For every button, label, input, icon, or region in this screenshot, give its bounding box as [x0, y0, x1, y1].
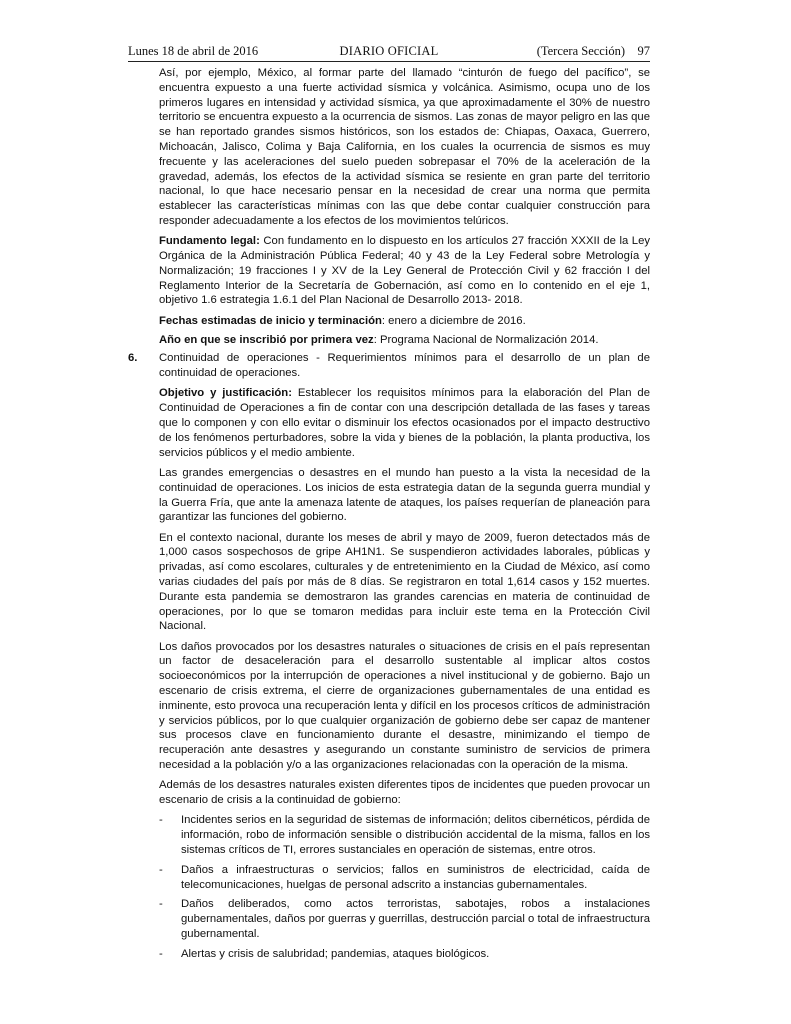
first-year-text: : Programa Nacional de Normalización 2014.	[373, 333, 599, 346]
page-header	[128, 43, 650, 59]
header-section-page	[537, 43, 650, 59]
bullet-dash: -	[159, 947, 163, 960]
objective-label: Objetivo y justificación:	[159, 387, 292, 400]
header-date: Lunes 18 de abril de 2016	[128, 44, 259, 58]
list-item	[128, 813, 650, 857]
paragraph-objective	[128, 386, 650, 460]
list-item-text: Incidentes serios en la seguridad de sistemas de información; delitos cibernéticos, pérdida de información, robo de información sensible o distribución accidental de la misma, fallos en los sistemas críticos de TI, errores sustanciales en operación de sistemas, entre otros.	[181, 814, 650, 857]
list-item-text: Daños deliberados, como actos terroristas, sabotajes, robos a instalaciones gubernamentales, daños por guerras y guerrillas, destrucción parcial o total de infraestructura gubernamental.	[181, 898, 650, 941]
legal-basis-label: Fundamento legal:	[159, 235, 260, 248]
paragraph-incidents-intro: Además de los desastres naturales existen diferentes tipos de incidentes que pueden provocar un escenario de crisis a la continuidad de gobierno:	[159, 779, 650, 807]
bullet-dash: -	[159, 814, 163, 827]
document-body	[128, 66, 650, 967]
header-section: (Tercera Sección)	[536, 44, 625, 58]
list-item	[128, 863, 650, 893]
header-rule	[128, 61, 650, 62]
list-item	[128, 897, 650, 941]
legal-basis-text: Con fundamento en lo dispuesto en los artículos 27 fracción XXXII de la Ley Orgánica de la Administración Pública Federal; 40 y 43 de la Ley Federal sobre Metrología y Normalización; 19 fracciones I y XV de la Ley General de Protección Civil y 62 fracción I del Reglamento Interior de la Secretaría de Gobernación, así como en lo contenido en el eje 1, objetivo 1.6 estrategia 1.6.1 del Plan Nacional de Desarrollo 2013- 2018.	[159, 235, 651, 307]
paragraph-dates	[128, 314, 650, 329]
item-title: Continuidad de operaciones - Requerimientos mínimos para el desarrollo de un plan de continuidad de operaciones.	[159, 352, 650, 380]
numbered-item-6	[128, 351, 650, 381]
dates-text: : enero a diciembre de 2016.	[381, 314, 526, 327]
bullet-dash: -	[159, 863, 163, 876]
header-publication: DIARIO OFICIAL	[339, 44, 439, 58]
list-item-text: Daños a infraestructuras o servicios; fallos en suministros de electricidad, caída de telecomunicaciones, huelgas de personal adscrito a instancias gubernamentales.	[181, 863, 650, 891]
paragraph-damages: Los daños provocados por los desastres naturales o situaciones de crisis en el país representan un factor de desaceleración para el desarrollo sustentable al implicar altos costos socioeconómicos por la interrupción de operaciones a nivel institucional y de gobierno. Bajo un escenario de crisis extrema, el cierre de organizaciones gubernamentales de una entidad es inminente, esto provoca una recuperación lenta y difícil en los procesos críticos de administración y servicios públicos, por lo que cualquier organización de gobierno debe ser capaz de mantener sus procesos clave en funcionamiento durante el desastre, minimizando el tiempo de recuperación ante desastres y asegurando un constante suministro de servicios de primera necesidad a la población y/o a las organizaciones relacionadas con la operación de la misma.	[159, 640, 650, 772]
paragraph-emergencies: Las grandes emergencias o desastres en el mundo han puesto a la vista la necesidad de la continuidad de operaciones. Los inicios de esta estrategia datan de la segunda guerra mundial y la Guerra Fría, que ante la amenaza latente de ataques, los países requerían de planeación para garantizar las funciones del gobierno.	[159, 466, 650, 524]
bullet-dash: -	[159, 898, 163, 911]
paragraph-seismic: Así, por ejemplo, México, al formar parte del llamado “cinturón de fuego del pacífico”, se encuentra expuesto a una fuerte actividad sísmica y volcánica. Asimismo, ocupa uno de los primeros lugares en intensidad y actividad sísmica, ya que aproximadamente el 30% de nuestro territorio se encuentra expuesto a la ocurrencia de sismos. Las zonas de mayor peligro en las que se han reportado grandes sismos históricos, son los estados de: Chiapas, Oaxaca, Guerrero, Michoacán, Jalisco, Colima y Baja California, en los cuales la ocurrencia de sismos es muy frecuente y las aceleraciones del suelo pueden sobrepasar el 70% de la aceleración de la gravedad, además, los efectos de la actividad sísmica se resiente en gran parte del territorio nacional, lo que hace necesario pensar en la necesidad de crear una norma que permita establecer las características mínimas con las que debe contar cualquier construcción para responder adecuadamente a los efectos de los movimientos telúricos.	[159, 67, 650, 227]
paragraph-national-context: En el contexto nacional, durante los meses de abril y mayo de 2009, fueron detectados más de 1,000 casos sospechosos de gripe AH1N1. Se suspendieron actividades laborales, públicas y privadas, así como escolares, culturales y de entretenimiento en la Ciudad de México, así como varias ciudades del país por más de 8 días. Se registraron en total 1,614 casos y 152 muertes. Durante esta pandemia se demostraron las grandes carencias en materia de continuidad de operaciones, por lo que se tomaron medidas para incluir este tema en la Protección Civil Nacional.	[159, 531, 650, 633]
list-item	[128, 947, 650, 962]
item-number: 6.	[128, 352, 138, 365]
objective-text: Establecer los requisitos mínimos para la elaboración del Plan de Continuidad de Operaciones a fin de contar con una descripción detallada de las fases y tareas que lo componen y con ello evitar o disminuir los efectos ocasionados por el impacto destructivo de los fenómenos perturbadores, sobre la vida y bienes de la población, la planta productiva, los servicios públicos y el medio ambiente.	[159, 387, 651, 459]
paragraph-first-year	[128, 333, 650, 348]
dates-label: Fechas estimadas de inicio y terminación	[159, 314, 382, 327]
header-page-number: 97	[637, 44, 650, 58]
paragraph-legal-basis	[128, 234, 650, 308]
first-year-label: Año en que se inscribió por primera vez	[159, 333, 374, 346]
list-item-text: Alertas y crisis de salubridad; pandemias, ataques biológicos.	[181, 947, 490, 960]
